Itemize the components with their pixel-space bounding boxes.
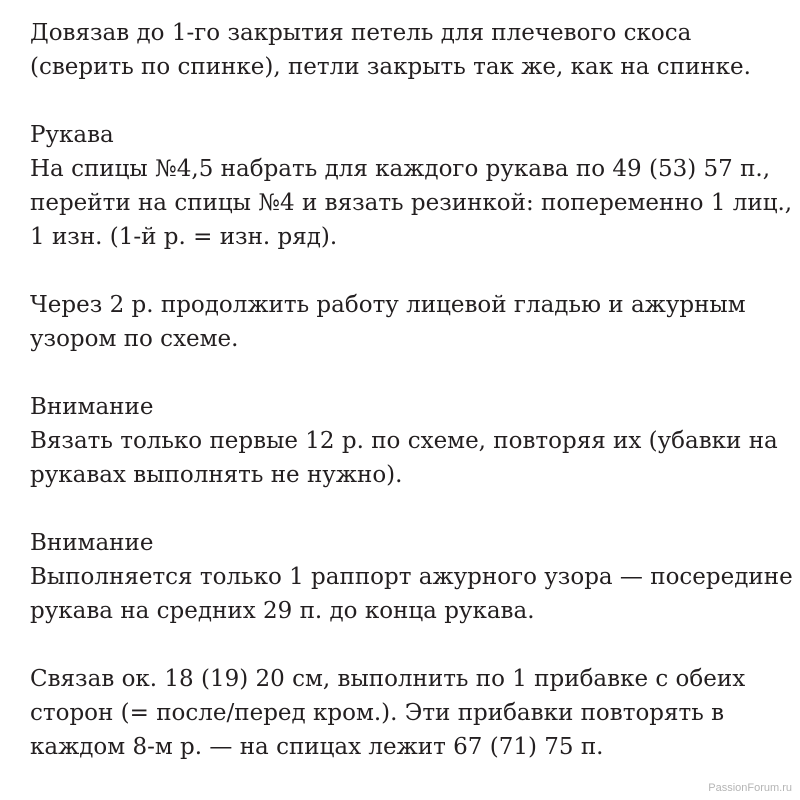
paragraph-gap (30, 356, 790, 390)
paragraph-gap (30, 254, 790, 288)
text-line: Довязав до 1-го закрытия петель для плечевого скоса (30, 20, 692, 46)
text-line: рукавах выполнять не нужно). (30, 462, 403, 488)
text-line: Связав ок. 18 (19) 20 см, выполнить по 1 прибавке с обеих (30, 666, 746, 692)
text-line: Через 2 р. продолжить работу лицевой гладью и ажурным (30, 292, 746, 318)
paragraph-pattern (30, 288, 790, 356)
section-heading-attention: Внимание (30, 394, 154, 420)
paragraph-attention-1 (30, 390, 790, 492)
text-line: рукава на средних 29 п. до конца рукава. (30, 598, 535, 624)
text-line: (сверить по спинке), петли закрыть так же, как на спинке. (30, 54, 751, 80)
paragraph-gap (30, 628, 790, 662)
text-line: каждом 8-м р. — на спицах лежит 67 (71) 75 п. (30, 734, 604, 760)
section-heading-sleeves: Рукава (30, 122, 114, 148)
text-line: перейти на спицы №4 и вязать резинкой: попеременно 1 лиц., (30, 190, 793, 216)
paragraph-shoulder (30, 16, 790, 84)
text-line: Выполняется только 1 раппорт ажурного узора — посередине (30, 564, 793, 590)
paragraph-attention-2 (30, 526, 793, 628)
document-page (30, 16, 793, 764)
text-line: Вязать только первые 12 р. по схеме, повторяя их (убавки на (30, 428, 778, 454)
section-heading-attention: Внимание (30, 530, 154, 556)
text-line: На спицы №4,5 набрать для каждого рукава по 49 (53) 57 п., (30, 156, 771, 182)
paragraph-gap (30, 492, 790, 526)
watermark: PassionForum.ru (708, 782, 792, 794)
text-line: узором по схеме. (30, 326, 239, 352)
paragraph-increases (30, 662, 790, 764)
paragraph-sleeves (30, 118, 793, 254)
text-line: 1 изн. (1-й р. = изн. ряд). (30, 224, 338, 250)
text-line: сторон (= после/перед кром.). Эти прибавки повторять в (30, 700, 725, 726)
paragraph-gap (30, 84, 790, 118)
